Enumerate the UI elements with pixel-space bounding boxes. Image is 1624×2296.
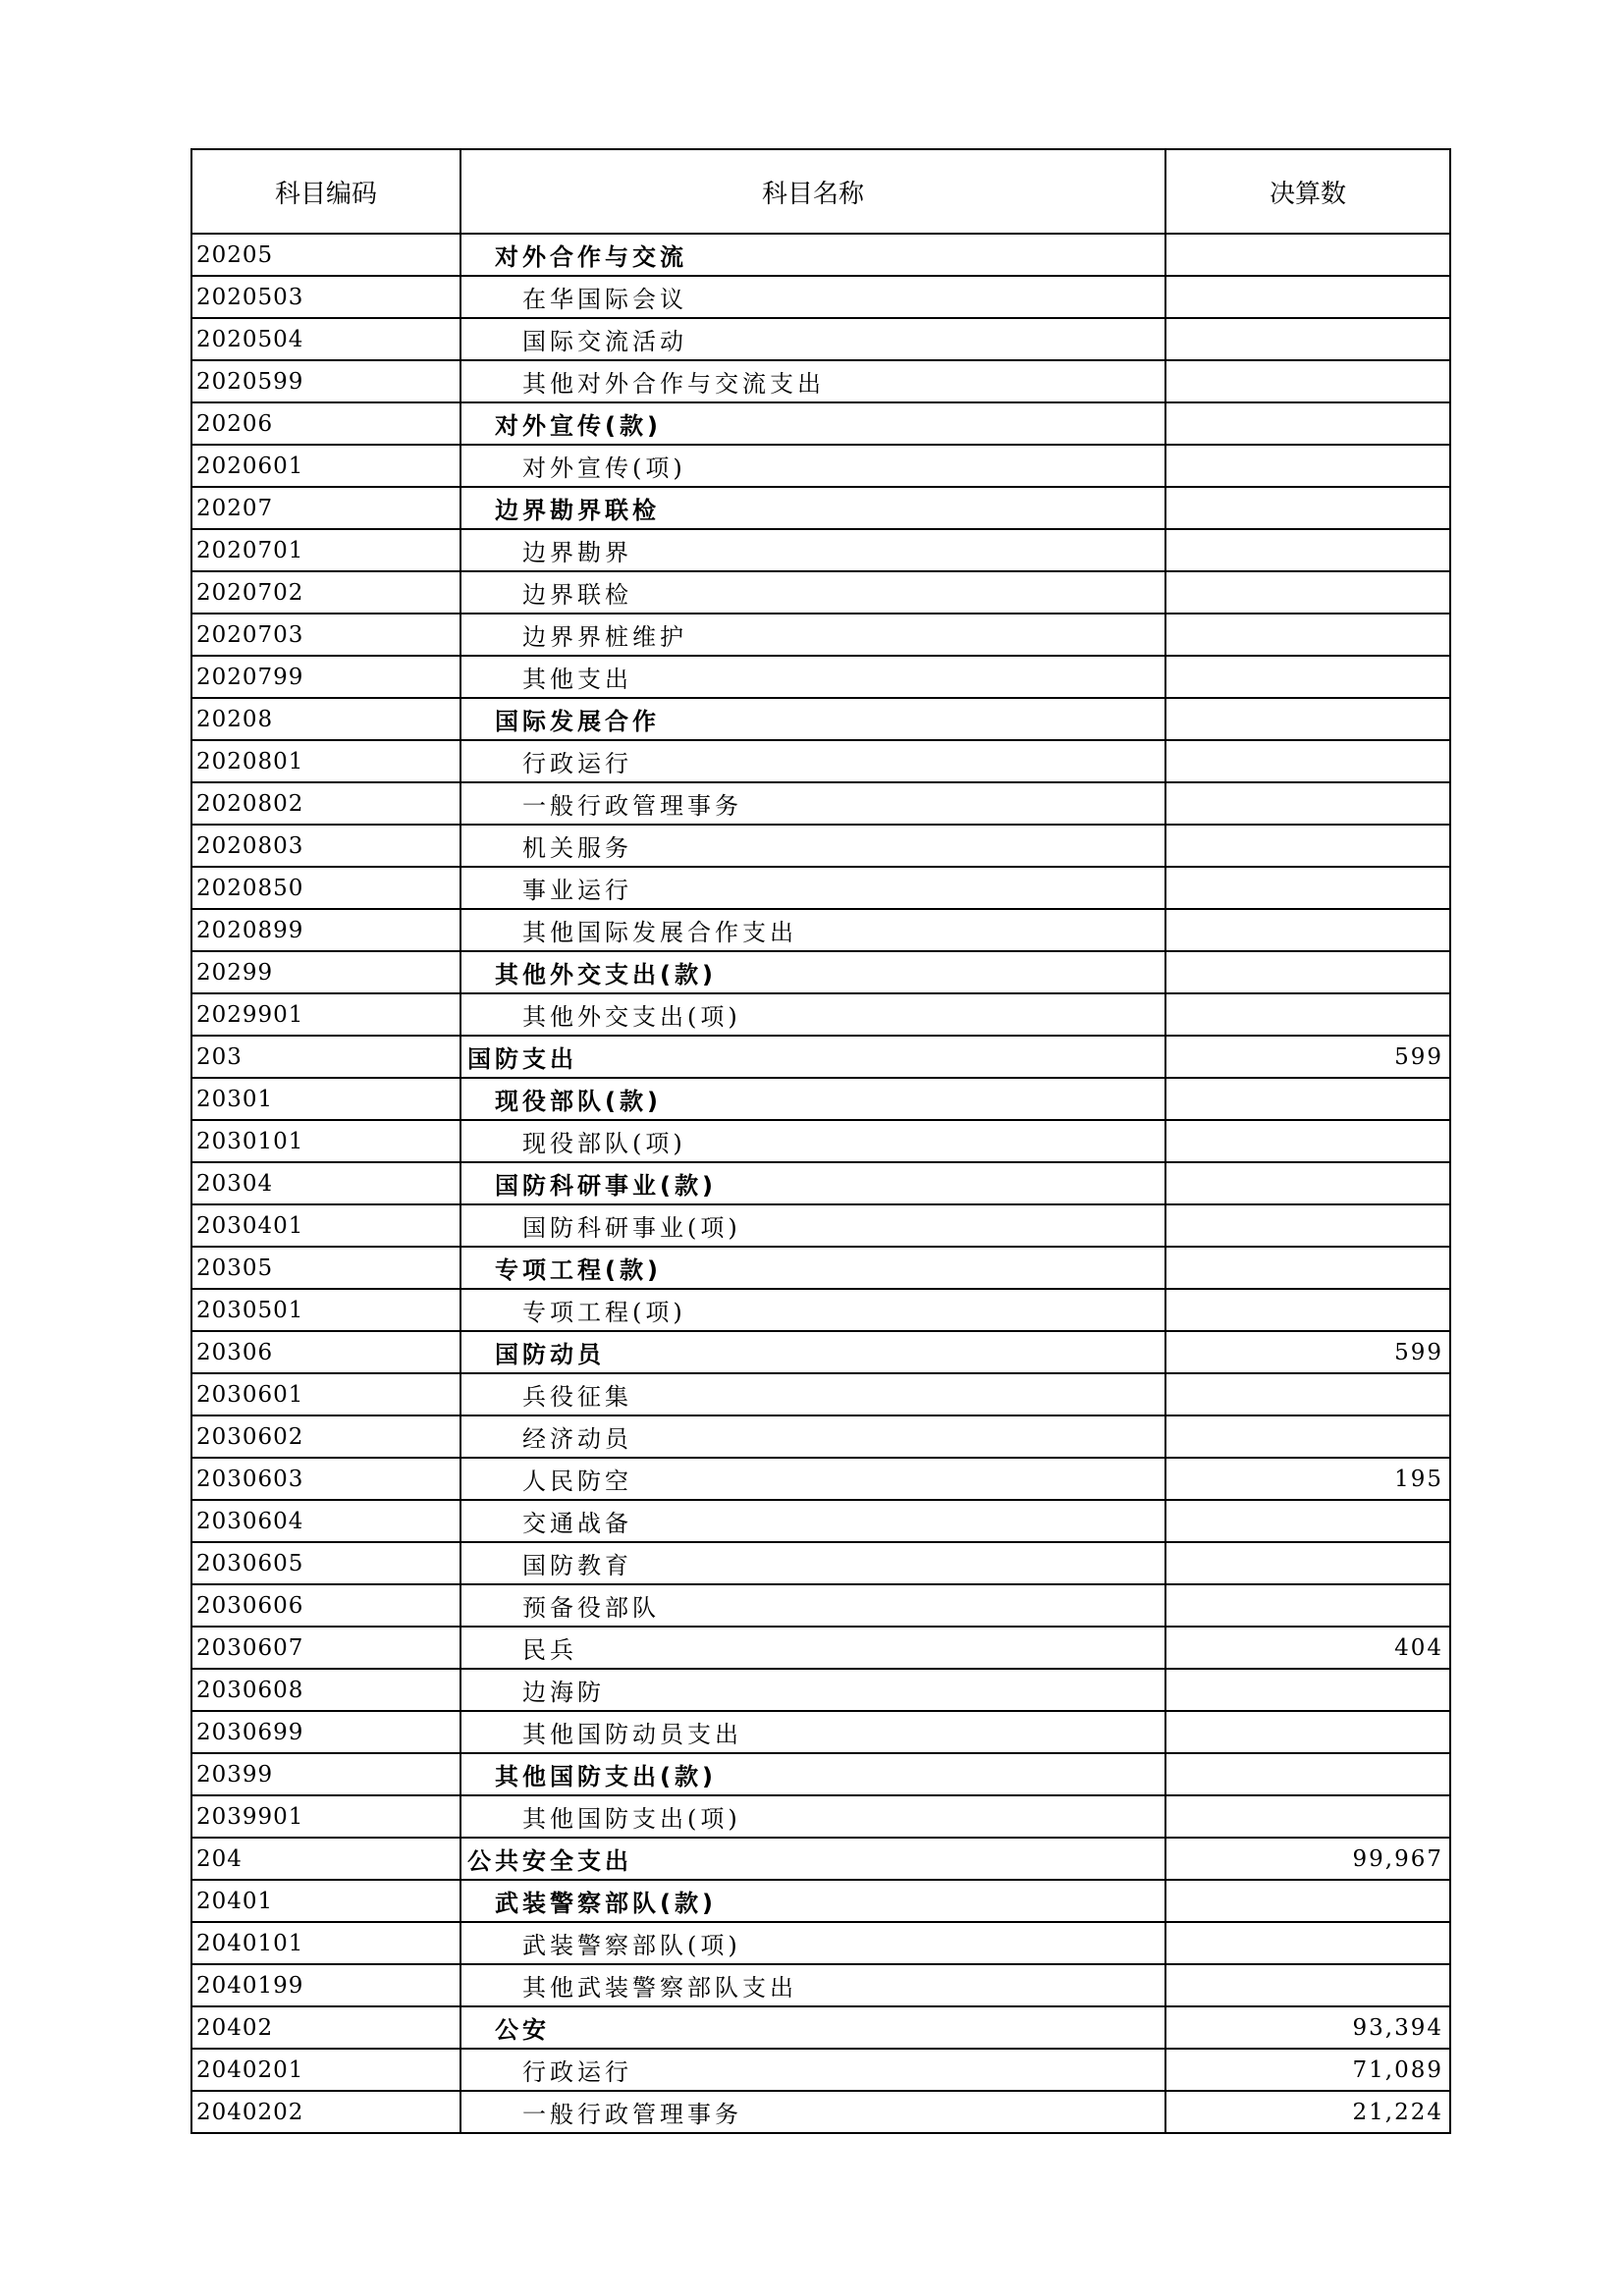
row-code: 2040199	[191, 1964, 460, 2006]
row-name: 其他国防支出(款)	[460, 1753, 1165, 1795]
row-amount	[1165, 951, 1450, 993]
row-name: 人民防空	[460, 1458, 1165, 1500]
row-amount	[1165, 782, 1450, 825]
row-name: 对外合作与交流	[460, 234, 1165, 276]
table-row	[191, 318, 1450, 360]
row-amount: 195	[1165, 1458, 1450, 1500]
row-amount	[1165, 1922, 1450, 1964]
row-code: 2020503	[191, 276, 460, 318]
row-code: 2020703	[191, 614, 460, 656]
row-code: 20299	[191, 951, 460, 993]
table-row	[191, 1120, 1450, 1162]
row-code: 2030401	[191, 1204, 460, 1247]
table-row	[191, 1247, 1450, 1289]
table-row	[191, 360, 1450, 402]
row-code: 2030606	[191, 1584, 460, 1627]
row-amount	[1165, 318, 1450, 360]
table-row	[191, 2049, 1450, 2091]
row-code: 2030501	[191, 1289, 460, 1331]
table-row	[191, 1669, 1450, 1711]
row-code: 20301	[191, 1078, 460, 1120]
row-name: 武装警察部队(款)	[460, 1880, 1165, 1922]
row-name: 现役部队(项)	[460, 1120, 1165, 1162]
row-code: 20208	[191, 698, 460, 740]
row-name: 其他外交支出(项)	[460, 993, 1165, 1036]
row-code: 20402	[191, 2006, 460, 2049]
row-code: 2030607	[191, 1627, 460, 1669]
table-row	[191, 1838, 1450, 1880]
row-code: 2020899	[191, 909, 460, 951]
row-amount	[1165, 402, 1450, 445]
table-row	[191, 740, 1450, 782]
row-amount: 93,394	[1165, 2006, 1450, 2049]
table-row	[191, 445, 1450, 487]
row-name: 行政运行	[460, 2049, 1165, 2091]
table-row	[191, 234, 1450, 276]
row-name: 国际交流活动	[460, 318, 1165, 360]
row-amount	[1165, 1078, 1450, 1120]
row-name: 现役部队(款)	[460, 1078, 1165, 1120]
row-amount	[1165, 825, 1450, 867]
table-row	[191, 571, 1450, 614]
table-row	[191, 487, 1450, 529]
row-amount	[1165, 1415, 1450, 1458]
row-code: 2020801	[191, 740, 460, 782]
row-name: 一般行政管理事务	[460, 2091, 1165, 2133]
table-row	[191, 2006, 1450, 2049]
row-name: 边界界桩维护	[460, 614, 1165, 656]
table-row	[191, 1373, 1450, 1415]
row-name: 专项工程(款)	[460, 1247, 1165, 1289]
table-row	[191, 1078, 1450, 1120]
table-row	[191, 1880, 1450, 1922]
row-name: 其他支出	[460, 656, 1165, 698]
row-name: 一般行政管理事务	[460, 782, 1165, 825]
row-amount	[1165, 571, 1450, 614]
row-name: 专项工程(项)	[460, 1289, 1165, 1331]
row-name: 国防科研事业(款)	[460, 1162, 1165, 1204]
row-code: 2020599	[191, 360, 460, 402]
row-amount	[1165, 1795, 1450, 1838]
row-name: 边界联检	[460, 571, 1165, 614]
row-name: 公安	[460, 2006, 1165, 2049]
row-name: 事业运行	[460, 867, 1165, 909]
row-code: 2030605	[191, 1542, 460, 1584]
table-row	[191, 1711, 1450, 1753]
header-amount: 决算数	[1165, 149, 1450, 234]
row-name: 边界勘界联检	[460, 487, 1165, 529]
row-amount: 599	[1165, 1331, 1450, 1373]
row-name: 预备役部队	[460, 1584, 1165, 1627]
table-body	[191, 234, 1450, 2133]
header-row	[191, 149, 1450, 234]
row-name: 行政运行	[460, 740, 1165, 782]
table-row	[191, 993, 1450, 1036]
row-amount	[1165, 1162, 1450, 1204]
row-amount: 71,089	[1165, 2049, 1450, 2091]
row-name: 边界勘界	[460, 529, 1165, 571]
row-amount: 404	[1165, 1627, 1450, 1669]
row-code: 2020601	[191, 445, 460, 487]
table-row	[191, 1415, 1450, 1458]
row-amount	[1165, 1120, 1450, 1162]
row-amount	[1165, 1289, 1450, 1331]
row-code: 2020850	[191, 867, 460, 909]
row-amount	[1165, 276, 1450, 318]
row-code: 2030603	[191, 1458, 460, 1500]
row-name: 对外宣传(项)	[460, 445, 1165, 487]
row-amount	[1165, 1247, 1450, 1289]
row-code: 20401	[191, 1880, 460, 1922]
row-name: 国防支出	[460, 1036, 1165, 1078]
row-name: 对外宣传(款)	[460, 402, 1165, 445]
row-code: 2040202	[191, 2091, 460, 2133]
row-code: 2030602	[191, 1415, 460, 1458]
row-code: 2020504	[191, 318, 460, 360]
row-name: 兵役征集	[460, 1373, 1165, 1415]
row-code: 20304	[191, 1162, 460, 1204]
table-row	[191, 951, 1450, 993]
row-code: 2020803	[191, 825, 460, 867]
row-amount: 21,224	[1165, 2091, 1450, 2133]
row-amount	[1165, 445, 1450, 487]
row-amount	[1165, 1880, 1450, 1922]
header-code: 科目编码	[191, 149, 460, 234]
table-row	[191, 867, 1450, 909]
row-code: 20306	[191, 1331, 460, 1373]
row-amount	[1165, 529, 1450, 571]
table-row	[191, 698, 1450, 740]
budget-table	[190, 148, 1451, 2134]
header-name: 科目名称	[460, 149, 1165, 234]
row-name: 国防教育	[460, 1542, 1165, 1584]
row-amount	[1165, 993, 1450, 1036]
row-amount: 599	[1165, 1036, 1450, 1078]
row-name: 国防科研事业(项)	[460, 1204, 1165, 1247]
row-code: 2030604	[191, 1500, 460, 1542]
table-row	[191, 1458, 1450, 1500]
row-name: 经济动员	[460, 1415, 1165, 1458]
row-code: 20205	[191, 234, 460, 276]
table-row	[191, 1162, 1450, 1204]
row-amount	[1165, 656, 1450, 698]
table-row	[191, 1500, 1450, 1542]
row-code: 2030699	[191, 1711, 460, 1753]
row-amount	[1165, 1711, 1450, 1753]
table-row	[191, 909, 1450, 951]
table-row	[191, 1584, 1450, 1627]
row-code: 2020701	[191, 529, 460, 571]
row-name: 其他国防支出(项)	[460, 1795, 1165, 1838]
row-amount	[1165, 1753, 1450, 1795]
table-row	[191, 1331, 1450, 1373]
row-amount	[1165, 1542, 1450, 1584]
row-code: 2029901	[191, 993, 460, 1036]
row-amount	[1165, 698, 1450, 740]
row-name: 武装警察部队(项)	[460, 1922, 1165, 1964]
row-code: 2040101	[191, 1922, 460, 1964]
row-code: 20399	[191, 1753, 460, 1795]
row-code: 2020802	[191, 782, 460, 825]
table-row	[191, 1289, 1450, 1331]
table-row	[191, 1753, 1450, 1795]
row-code: 2030608	[191, 1669, 460, 1711]
row-code: 2039901	[191, 1795, 460, 1838]
row-name: 民兵	[460, 1627, 1165, 1669]
row-code: 2020702	[191, 571, 460, 614]
row-name: 机关服务	[460, 825, 1165, 867]
row-code: 2030601	[191, 1373, 460, 1415]
row-name: 其他国防动员支出	[460, 1711, 1165, 1753]
table-row	[191, 2091, 1450, 2133]
row-name: 其他对外合作与交流支出	[460, 360, 1165, 402]
row-amount	[1165, 740, 1450, 782]
table-row	[191, 1036, 1450, 1078]
row-amount	[1165, 1373, 1450, 1415]
row-code: 20207	[191, 487, 460, 529]
table-row	[191, 614, 1450, 656]
row-name: 其他武装警察部队支出	[460, 1964, 1165, 2006]
table-row	[191, 529, 1450, 571]
row-amount	[1165, 1964, 1450, 2006]
table-row	[191, 1922, 1450, 1964]
row-amount	[1165, 1204, 1450, 1247]
row-amount	[1165, 867, 1450, 909]
row-name: 国际发展合作	[460, 698, 1165, 740]
table-row	[191, 1964, 1450, 2006]
row-amount	[1165, 909, 1450, 951]
row-amount	[1165, 234, 1450, 276]
row-amount	[1165, 614, 1450, 656]
row-name: 国防动员	[460, 1331, 1165, 1373]
row-amount	[1165, 360, 1450, 402]
row-amount	[1165, 1500, 1450, 1542]
row-amount	[1165, 487, 1450, 529]
row-code: 204	[191, 1838, 460, 1880]
row-name: 公共安全支出	[460, 1838, 1165, 1880]
table-row	[191, 656, 1450, 698]
table-row	[191, 276, 1450, 318]
row-amount	[1165, 1584, 1450, 1627]
row-name: 边海防	[460, 1669, 1165, 1711]
table-row	[191, 1627, 1450, 1669]
table-row	[191, 1795, 1450, 1838]
row-code: 203	[191, 1036, 460, 1078]
row-code: 20206	[191, 402, 460, 445]
row-name: 其他国际发展合作支出	[460, 909, 1165, 951]
table-row	[191, 782, 1450, 825]
row-name: 其他外交支出(款)	[460, 951, 1165, 993]
table-row	[191, 1204, 1450, 1247]
row-name: 在华国际会议	[460, 276, 1165, 318]
row-amount: 99,967	[1165, 1838, 1450, 1880]
table-row	[191, 825, 1450, 867]
row-code: 2040201	[191, 2049, 460, 2091]
row-code: 2020799	[191, 656, 460, 698]
row-name: 交通战备	[460, 1500, 1165, 1542]
table-row	[191, 402, 1450, 445]
row-amount	[1165, 1669, 1450, 1711]
row-code: 20305	[191, 1247, 460, 1289]
table-row	[191, 1542, 1450, 1584]
row-code: 2030101	[191, 1120, 460, 1162]
